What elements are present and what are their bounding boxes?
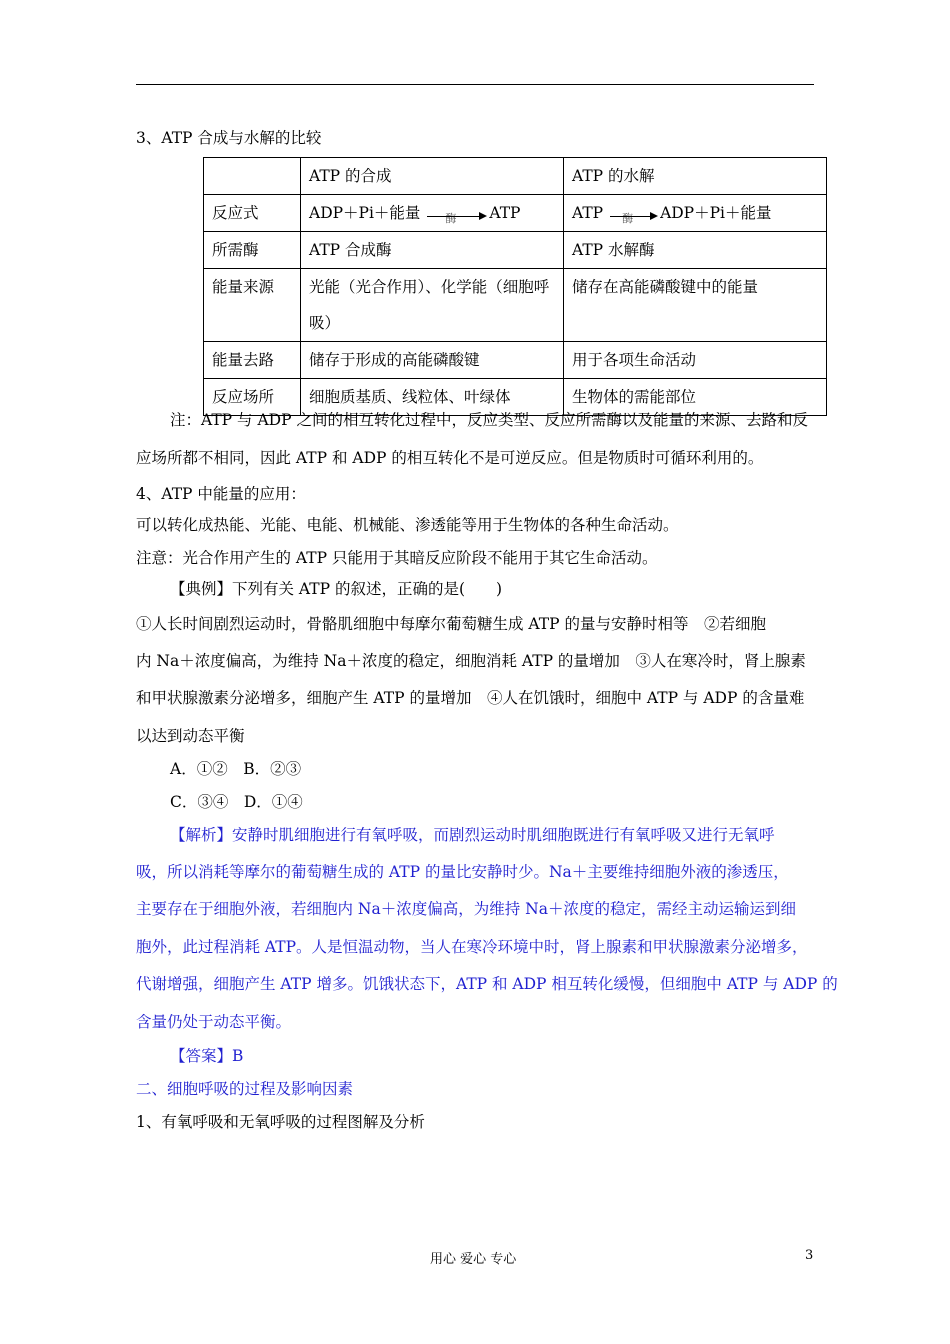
page-number: 3: [805, 1248, 814, 1263]
table-header-cell: [204, 158, 301, 195]
body-text: 注意：光合作用产生的 ATP 只能用于其暗反应阶段不能用于其它生命活动。: [136, 549, 658, 567]
analysis-text: 主要存在于细胞外液，若细胞内 Na＋浓度偏高，为维持 Na＋浓度的稳定，需经主动运输运到细: [136, 900, 796, 918]
table-row: [204, 195, 827, 232]
table-row: [204, 269, 827, 342]
table-cell: 细胞质基质、线粒体、叶绿体: [301, 379, 564, 416]
table-row: [204, 342, 827, 379]
section3-title: 3、ATP 合成与水解的比较: [136, 129, 322, 147]
enzyme-label: 酶: [445, 212, 457, 225]
reaction-arrow: [610, 205, 658, 223]
answer-options: A．①② B．②③: [170, 760, 302, 778]
analysis-text: 【解析】安静时肌细胞进行有氧呼吸，而剧烈运动时肌细胞既进行有氧呼吸又进行无氧呼: [170, 826, 775, 844]
table-row: [204, 232, 827, 269]
analysis-text: 代谢增强，细胞产生 ATP 增多。饥饿状态下，ATP 和 ADP 相互转化缓慢，但细胞中 ATP 与 ADP 的: [136, 975, 838, 993]
example-text: 以达到动态平衡: [136, 727, 245, 745]
table-cell: ATP 合成酶: [301, 232, 564, 269]
example-text: 内 Na＋浓度偏高，为维持 Na＋浓度的稳定，细胞消耗 ATP 的量增加 ③人在寒冷时，肾上腺素: [136, 652, 806, 670]
table-header-row: [204, 158, 827, 195]
example-question: 【典例】下列有关 ATP 的叙述，正确的是( ): [170, 580, 503, 598]
table-cell: 储存于形成的高能磷酸键: [301, 342, 564, 379]
section-heading: 二、细胞呼吸的过程及影响因素: [136, 1080, 354, 1098]
table-cell: 光能（光合作用）、化学能（细胞呼吸）: [301, 269, 564, 342]
analysis-text: 吸，所以消耗等摩尔的葡萄糖生成的 ATP 的量比安静时少。Na＋主要维持细胞外液的渗透压，: [136, 863, 789, 881]
footer-motto: 用心 爱心 专心: [430, 1252, 517, 1267]
example-text: 和甲状腺激素分泌增多，细胞产生 ATP 的量增加 ④人在饥饿时，细胞中 ATP 与 ADP 的含量难: [136, 689, 805, 707]
equation-products: ADP＋Pi＋能量: [660, 204, 772, 222]
hydrolysis-equation: [564, 195, 827, 232]
table-header-cell: ATP 的合成: [301, 158, 564, 195]
table-cell: 生物体的需能部位: [564, 379, 827, 416]
row-label: 所需酶: [204, 232, 301, 269]
body-text: 可以转化成热能、光能、电能、机械能、渗透能等用于生物体的各种生命活动。: [136, 516, 679, 534]
synthesis-equation: [301, 195, 564, 232]
table-cell: ATP 水解酶: [564, 232, 827, 269]
answer-options: C．③④ D．①④: [170, 793, 303, 811]
analysis-text: 胞外，此过程消耗 ATP。人是恒温动物，当人在寒冷环境中时，肾上腺素和甲状腺激素分泌增多，: [136, 938, 808, 956]
equation-reactants: ATP: [572, 204, 604, 222]
reaction-arrow: [427, 205, 487, 223]
section-subheading: 1、有氧呼吸和无氧呼吸的过程图解及分析: [136, 1113, 425, 1131]
analysis-text: 含量仍处于动态平衡。: [136, 1013, 292, 1031]
comparison-table: [203, 157, 827, 416]
note-line: 注：ATP 与 ADP 之间的相互转化过程中，反应类型、反应所需酶以及能量的来源、去路和反: [170, 411, 808, 429]
example-text: ①人长时间剧烈运动时，骨骼肌细胞中每摩尔葡萄糖生成 ATP 的量与安静时相等 ②若细胞: [136, 615, 766, 633]
table-cell: 用于各项生命活动: [564, 342, 827, 379]
note-line: 应场所都不相同，因此 ATP 和 ADP 的相互转化不是可逆反应。但是物质时可循环利用的。: [136, 449, 764, 467]
header-rule: [136, 84, 814, 85]
equation-reactants: ADP＋Pi＋能量: [309, 204, 421, 222]
row-label: 能量去路: [204, 342, 301, 379]
section4-title: 4、ATP 中能量的应用：: [136, 485, 306, 503]
enzyme-label: 酶: [622, 212, 634, 225]
row-label: 反应式: [204, 195, 301, 232]
table-cell: 储存在高能磷酸键中的能量: [564, 269, 827, 342]
answer-text: 【答案】B: [170, 1047, 244, 1065]
equation-products: ATP: [489, 204, 521, 222]
row-label: 反应场所: [204, 379, 301, 416]
table-header-cell: ATP 的水解: [564, 158, 827, 195]
row-label: 能量来源: [204, 269, 301, 342]
